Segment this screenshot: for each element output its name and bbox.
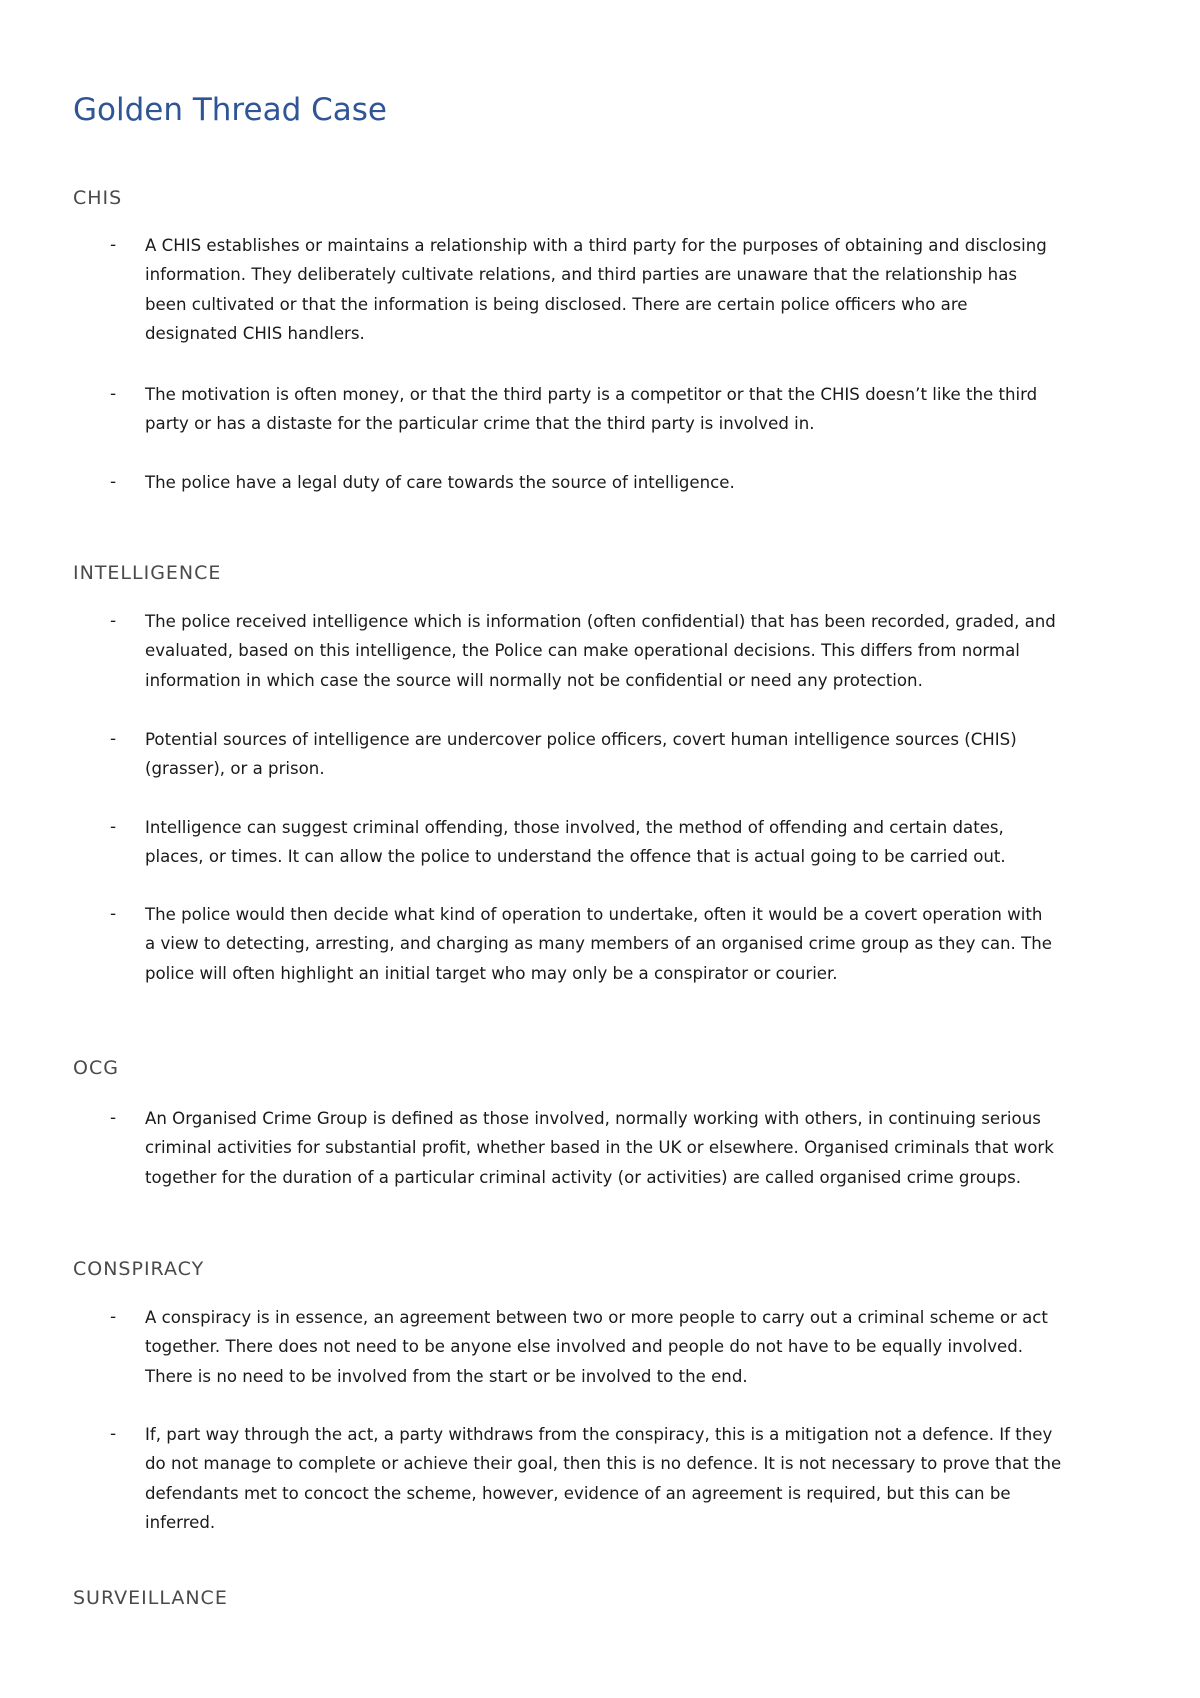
list-item [73, 725, 1148, 784]
list-item [73, 1104, 1148, 1192]
list-item-text: Potential sources of intelligence are undercover police officers, covert human intelligence sources (CHIS) (grasser), or a prison. [145, 730, 1017, 779]
bullet-dash: - [110, 472, 117, 492]
bullet-dash: - [110, 729, 117, 749]
bullet-dash: - [110, 384, 117, 404]
bullet-dash: - [110, 904, 117, 924]
section-heading-surveillance: SURVEILLANCE [73, 1587, 228, 1609]
list-item-text: An Organised Crime Group is defined as those involved, normally working with others, in continuing serious criminal activities for substantial profit, whether based in the UK or elsewhere. Organised criminals that work together for the duration of a particular criminal activity (or activities) are called organised crime groups. [145, 1109, 1054, 1187]
list-item [73, 900, 1148, 988]
list-item-text: The police received intelligence which is information (often confidential) that has been recorded, graded, and evaluated, based on this intelligence, the Police can make operational decisions. This differs from normal information in which case the source will normally not be confidential or need any protection. [145, 612, 1056, 690]
bullet-dash: - [110, 1424, 117, 1444]
section-heading-conspiracy: CONSPIRACY [73, 1258, 205, 1280]
list-item [73, 468, 1148, 497]
list-item [73, 607, 1148, 695]
page-title: Golden Thread Case [73, 92, 387, 128]
list-item-text: Intelligence can suggest criminal offending, those involved, the method of offending and certain dates, places, or times. It can allow the police to understand the offence that is actual going to be carried out. [145, 818, 1006, 867]
bullet-dash: - [110, 817, 117, 837]
list-item [73, 380, 1148, 439]
list-item-text: The motivation is often money, or that the third party is a competitor or that the CHIS doesn’t like the third party or has a distaste for the particular crime that the third party is involved in. [145, 385, 1038, 434]
section-heading-ocg: OCG [73, 1057, 119, 1079]
bullet-dash: - [110, 235, 117, 255]
list-item [73, 231, 1148, 348]
bullet-dash: - [110, 1108, 117, 1128]
list-item-text: If, part way through the act, a party withdraws from the conspiracy, this is a mitigation not a defence. If they do not manage to complete or achieve their goal, then this is no defence. It is not necessary to prove that the defendants met to concoct the scheme, however, evidence of an agreement is required, but this can be inferred. [145, 1425, 1062, 1532]
list-item-text: A CHIS establishes or maintains a relationship with a third party for the purposes of obtaining and disclosing information. They deliberately cultivate relations, and third parties are unaware that the relationship has been cultivated or that the information is being disclosed. There are certain police officers who are designated CHIS handlers. [145, 236, 1047, 343]
list-item-text: The police would then decide what kind of operation to undertake, often it would be a covert operation with a view to detecting, arresting, and charging as many members of an organised crime group as they can. The police will often highlight an initial target who may only be a conspirator or courier. [145, 905, 1052, 983]
bullet-dash: - [110, 1307, 117, 1327]
list-item [73, 1303, 1148, 1391]
list-item [73, 1420, 1148, 1537]
bullet-dash: - [110, 611, 117, 631]
list-item-text: The police have a legal duty of care towards the source of intelligence. [145, 473, 735, 492]
section-heading-chis: CHIS [73, 187, 123, 209]
section-heading-intelligence: INTELLIGENCE [73, 562, 222, 584]
list-item-text: A conspiracy is in essence, an agreement between two or more people to carry out a criminal scheme or act together. There does not need to be anyone else involved and people do not have to be equally involved. There is no need to be involved from the start or be involved to the end. [145, 1308, 1048, 1386]
list-item [73, 813, 1148, 872]
